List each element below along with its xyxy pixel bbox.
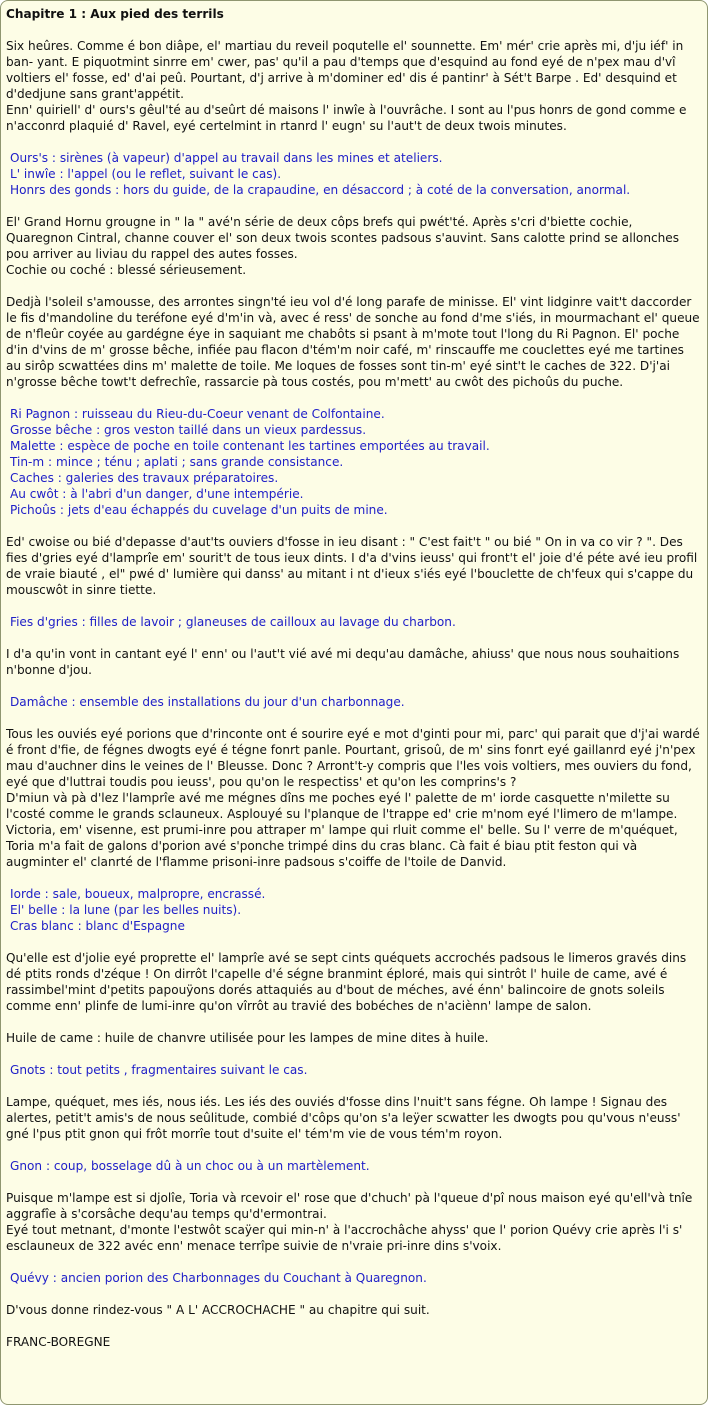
- glossary-entry: Tin-m : mince ; ténu ; aplati ; sans grande consistance.: [10, 455, 344, 469]
- paragraph: [6, 1190, 702, 1254]
- glossary-entry: Gnon : coup, bosselage dû à un choc ou à un martèlement.: [10, 1159, 370, 1173]
- glossary-entry: Fies d'gries : filles de lavoir ; glaneuses de cailloux au lavage du charbon.: [10, 615, 456, 629]
- glossary-entry: Malette : espèce de poche en toile contenant les tartines emportées au travail.: [10, 439, 490, 453]
- paragraph: [6, 534, 702, 598]
- paragraph-text: Six heûres. Comme é bon diâpe, el' martiau du reveil poqutelle el' sounnette. Em' mér' crie après mi, d'ju iéf' in ban- yant. E piquotmint sinrre em' cwer, pas' qu'il a pau d'temps que d'esquind au fond eyé de n'pex mau d'vî voltiers el' fosse, ed' d'ai peû. Pourtant, d'j arrive à m'dominer ed' dis é pantinr' à Sét't Barpe . Ed' desquind et d'dedjune sans grant'appétit.: [6, 39, 684, 101]
- glossary-block: [6, 886, 702, 934]
- paragraph: [6, 726, 702, 870]
- glossary-entry: Ri Pagnon : ruisseau du Rieu-du-Coeur venant de Colfontaine.: [10, 407, 385, 421]
- glossary-entry: Quévy : ancien porion des Charbonnages du Couchant à Quaregnon.: [10, 1271, 427, 1285]
- glossary-entry: Damâche : ensemble des installations du jour d'un charbonnage.: [10, 695, 405, 709]
- author-signature: FRANC-BOREGNE: [6, 1335, 111, 1349]
- paragraph: [6, 1030, 702, 1046]
- paragraph-text: D'vous donne rindez-vous " A L' ACCROCHACHE " au chapitre qui suit.: [6, 1303, 430, 1317]
- glossary-entry: Cras blanc : blanc d'Espagne: [10, 919, 185, 933]
- glossary-entry: Gnots : tout petits , fragmentaires suivant le cas.: [10, 1063, 308, 1077]
- paragraph-text: Ed' cwoise ou bié d'depasse d'aut'ts ouviers d'fosse in ieu disant : " C'est fait't " ou bié " On in va co vir ? ". Des fies d'gries eyé d'lamprîe em' sourit't de tous ieux dints. I d'a d'vins ieuss' qui front't el' joie d'é péte avé ieu profil de vraie biauté , el" pwé d' lumière qui danss' au mitant i nt d'ieux s'iés eyé l'bouclette de ch'feux qui s'cappe du mouscwôt in sinre tiette.: [6, 535, 698, 597]
- glossary-block: [6, 1062, 702, 1078]
- glossary-entry: Iorde : sale, boueux, malpropre, encrassé.: [10, 887, 266, 901]
- glossary-entry: Pichoûs : jets d'eau échappés du cuvelage d'un puits de mine.: [10, 503, 388, 517]
- glossary-entry: Ours's : sirènes (à vapeur) d'appel au travail dans les mines et ateliers.: [10, 151, 443, 165]
- paragraph: [6, 38, 702, 134]
- chapter-title: Chapitre 1 : Aux pied des terrils: [6, 7, 224, 21]
- glossary-block: [6, 150, 702, 198]
- glossary-entry: Caches : galeries des travaux préparatoires.: [10, 471, 279, 485]
- paragraph-text: Enn' quiriell' d' ours's gêul'té au d'seûrt dé maisons l' inwîe à l'ouvrâche. I sont au l'pus honrs de gond comme e n'acconrd plaquié d' Ravel, eyé certelmint in rtanrd l' eugn' su l'aut't de deux twois minutes.: [6, 103, 687, 133]
- paragraph-text: Tous les ouviés eyé porions que d'rinconte ont é sourire eyé e mot d'ginti pour mi, parc' qui parait que d'j'ai wardé é front d'fie, de fégnes dwogts eyé é tégne fonrt panle. Pourtant, grisoû, de m' sins fonrt eyé gaillanrd eyé j'n'pex mau d'auchner dins le veines de l' Bleusse. Donc ? Arront't-y compris que l'les vois voltiers, mes ouviers du fond, eyé que d'luttrai toudis pou ieuss', pou qu'on le respectiss' et qu'on les comprins's ?: [6, 727, 700, 789]
- glossary-entry: Au cwôt : à l'abri d'un danger, d'une intempérie.: [10, 487, 304, 501]
- glossary-block: [6, 694, 702, 710]
- article-body: [6, 38, 702, 1318]
- paragraph: [6, 214, 702, 278]
- glossary-entry: Grosse bêche : gros veston taillé dans un vieux pardessus.: [10, 423, 367, 437]
- glossary-entry: El' belle : la lune (par les belles nuits).: [10, 903, 242, 917]
- paragraph-text: Huile de came : huile de chanvre utilisée pour les lampes de mine dites à huile.: [6, 1031, 489, 1045]
- paragraph-text: Dedjà l'soleil s'amousse, des arrontes singn'té ieu vol d'é long parafe de minisse. El' vint lidginre vait't daccorder le fis d'mandoline du teréfone eyé d'm'in và, avec é ress' de sonche au fond d'me s'iés, in mourmachant el' queue de n'fleûr coyée au gardégne éye in saquiant me chabôts si psant à m'mote tout l'long du Ri Pagnon. El' poche d'in d'vins de m' grosse bêche, infiée pau flacon d'tém'm noir café, m' rinscauffe me couclettes eyé me tartines au sirôp scwattées dins m' malette de toile. Me loques de fosses sont tin-m' eyé sint't le caches de 322. D'j'ai n'grosse bêche towt't defrechîe, rassarcie pà tous costés, pou m'mett' au cwôt des pichoûs du puche.: [6, 295, 700, 389]
- glossary-block: [6, 406, 702, 518]
- paragraph: [6, 1094, 702, 1142]
- glossary-block: [6, 614, 702, 630]
- paragraph: [6, 1302, 702, 1318]
- glossary-block: [6, 1270, 702, 1286]
- glossary-block: [6, 1158, 702, 1174]
- glossary-entry: Honrs des gonds : hors du guide, de la crapaudine, en désaccord ; à coté de la conversation, anormal.: [10, 183, 631, 197]
- paragraph-text: Eyé tout metnant, d'monte l'estwôt scaÿer qui min-n' à l'accrochâche ahyss' que l' porion Quévy crie après l'i s' esclauneux de 322 avéc enn' menace terrîpe suivie de n'vraie pri-inre dins s'voix.: [6, 1223, 683, 1253]
- paragraph-text: I d'a qu'in vont in cantant eyé l' enn' ou l'aut't vié avé mi dequ'au damâche, ahiuss' que nous nous souhaitions n'bonne d'jou.: [6, 647, 680, 677]
- paragraph: [6, 294, 702, 390]
- paragraph: [6, 950, 702, 1014]
- paragraph-text: El' Grand Hornu grougne in " la " avé'n série de deux côps brefs qui pwét'té. Après s'cri d'biette cochie, Quaregnon Cintral, channe couver el' son deux twois scontes padsous s'auvint. Sans calotte prind se allonches pou arriver au liviau du rappel des autes fosses.: [6, 215, 680, 261]
- paragraph: [6, 646, 702, 678]
- paragraph-text: Qu'elle est d'jolie eyé proprette el' lamprîe avé se sept cints quéquets accrochés padsous le limeros gravés dins dé ptits ronds d'zéque ! On dirrôt l'capelle d'é ségne branmint éploré, mais qui sintrôt l' huile de came, avé é rassimbel'mint d'petits papouÿons dorés attaquiés au d'bout de méches, avé énn' balincoire de gnots soleils comme enn' plinfe de lumi-inre qu'on vîrrôt au travié des bobéches de n'aciènn' lampe de salon.: [6, 951, 687, 1013]
- paragraph-text: Lampe, quéquet, mes iés, nous iés. Les iés des ouviés d'fosse dins l'nuit't sans fégne. Oh lampe ! Signau des alertes, petit't amis's de nous seûlitude, combié d'côps qu'on s'a leÿer scwatter les dwogts pou qu'vous n'euss' gné l'pus ptit gnon qui frôt morrîe tout d'suite el' tém'm vie de vous tém'm royon.: [6, 1095, 681, 1141]
- glossary-entry: L' inwîe : l'appel (ou le reflet, suivant le cas).: [10, 167, 282, 181]
- paragraph-text: Puisque m'lampe est si djolîe, Toria và rcevoir el' rose que d'chuch' pà l'queue d'pî nous maison eyé qu'ell'và tnîe aggrafîe à s'corsâche dequ'au temps qu'd'ermontrai.: [6, 1191, 693, 1221]
- paragraph-text: Cochie ou coché : blessé sérieusement.: [6, 263, 247, 277]
- paragraph-text: D'miun và pà d'lez l'lamprîe avé me mégnes dîns me poches eyé l' palette de m' iorde casquette n'milette su l'costé comme le grands sclauneux. Asplouyé su l'planque de l'trappe ed' crie m'nom eyé l'limero de m'lampe. Victoria, em' visenne, est prumi-inre pou attraper m' lampe qui rluit comme el' belle. Su l' verre de m'quéquet, Toria m'a fait de galons d'porion avé s'ponche trimpé dins du cras blanc. Cà fait é biau ptit feston qui và augminter el' clanrté de l'flamme prisoni-inre padsous s'coiffe de l'toile de Danvid.: [6, 791, 678, 869]
